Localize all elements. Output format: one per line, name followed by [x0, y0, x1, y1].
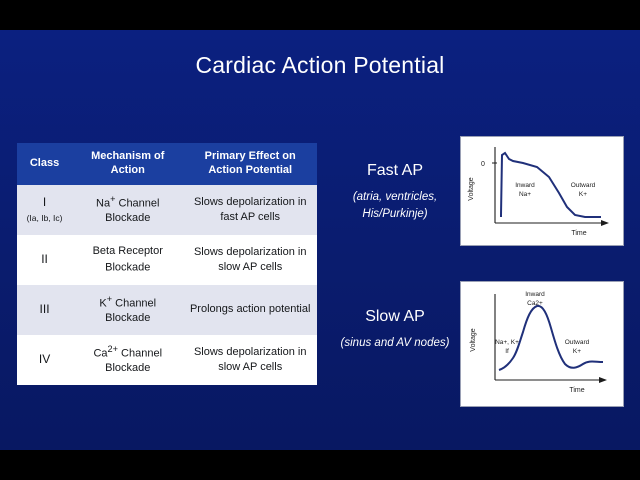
- mechanism-post: Channel Blockade: [105, 347, 163, 374]
- outward-current-label: Outward: [564, 339, 590, 346]
- slow-ap-graph-panel: [460, 281, 624, 407]
- class-value: II: [41, 251, 48, 266]
- y-axis-label: Voltage: [470, 328, 477, 352]
- cell-effect: Slows depolarization in slow AP cells: [183, 335, 317, 385]
- cell-effect: Slows depolarization in fast AP cells: [183, 185, 317, 235]
- page-title: Cardiac Action Potential: [195, 52, 445, 78]
- fast-ap-title: Fast AP: [366, 162, 424, 179]
- fast-ap-graph: [461, 137, 621, 243]
- fast-ap-label-group: [330, 162, 460, 222]
- zero-label: 0: [481, 161, 485, 168]
- slow-ap-title: Slow AP: [365, 308, 425, 325]
- table-header-mechanism: Mechanism of Action: [72, 143, 183, 185]
- table-row: [17, 185, 317, 235]
- cell-class: [17, 285, 72, 335]
- cell-effect: Slows depolarization in slow AP cells: [183, 235, 317, 285]
- fast-ap-graph-panel: [460, 136, 624, 246]
- cell-effect: Prolongs action potential: [183, 285, 317, 335]
- class-subtypes: (Ia, Ib, Ic): [26, 212, 63, 223]
- mechanism-post: Channel Blockade: [105, 297, 157, 324]
- table-header-row: [17, 143, 317, 185]
- mechanism-pre: K: [99, 297, 107, 310]
- slow-ap-detail: (sinus and AV nodes): [340, 337, 450, 349]
- outward-current-label: Outward: [570, 182, 596, 189]
- drug-class-table: [17, 143, 317, 385]
- mechanism-charge: +: [106, 293, 113, 304]
- slow-ap-label-group: [330, 308, 460, 352]
- mechanism-post: Channel Blockade: [105, 197, 160, 224]
- cell-mechanism: [72, 185, 183, 235]
- fast-ap-detail: (atria, ventricles, His/Purkinje): [352, 191, 438, 220]
- table-row: [17, 335, 317, 385]
- slow-ap-graph: [461, 282, 621, 404]
- x-axis-arrow: [601, 220, 609, 226]
- letterbox-top: [0, 0, 640, 30]
- table-header-class: Class: [17, 143, 72, 185]
- letterbox-bottom: [0, 450, 640, 480]
- table-row: [17, 235, 317, 285]
- inward-current-label: Inward: [525, 291, 545, 298]
- x-axis-label: Time: [571, 230, 587, 237]
- cell-mechanism: [72, 335, 183, 385]
- cell-mechanism: [72, 285, 183, 335]
- cell-class: [17, 235, 72, 285]
- x-axis-arrow: [599, 377, 607, 383]
- mechanism-pre: Na: [96, 197, 111, 210]
- outward-ion-label: K+: [572, 348, 582, 355]
- pacemaker-ion-label: Na+, K+: [495, 339, 519, 346]
- table-row: [17, 285, 317, 335]
- table-header-effect: Primary Effect on Action Potential: [183, 143, 317, 185]
- cell-class: [17, 185, 72, 235]
- mechanism-pre: Beta Receptor Blockade: [92, 244, 163, 274]
- class-value: I: [42, 195, 47, 210]
- slow-ap-trace: [499, 306, 603, 370]
- class-value: III: [39, 301, 50, 316]
- class-value: IV: [38, 351, 51, 366]
- cell-mechanism: [72, 235, 183, 285]
- y-axis-label: Voltage: [468, 177, 475, 201]
- mechanism-charge: 2+: [107, 343, 118, 354]
- mechanism-pre: Ca: [93, 347, 108, 360]
- x-axis-label: Time: [569, 387, 585, 394]
- cell-class: [17, 335, 72, 385]
- mechanism-charge: +: [110, 193, 116, 204]
- pacemaker-current-label: If: [505, 348, 509, 355]
- inward-ion-label: Na+: [518, 191, 532, 198]
- outward-ion-label: K+: [578, 191, 588, 198]
- inward-current-label: Inward: [515, 182, 535, 189]
- inward-ion-label: Ca2+: [527, 300, 543, 307]
